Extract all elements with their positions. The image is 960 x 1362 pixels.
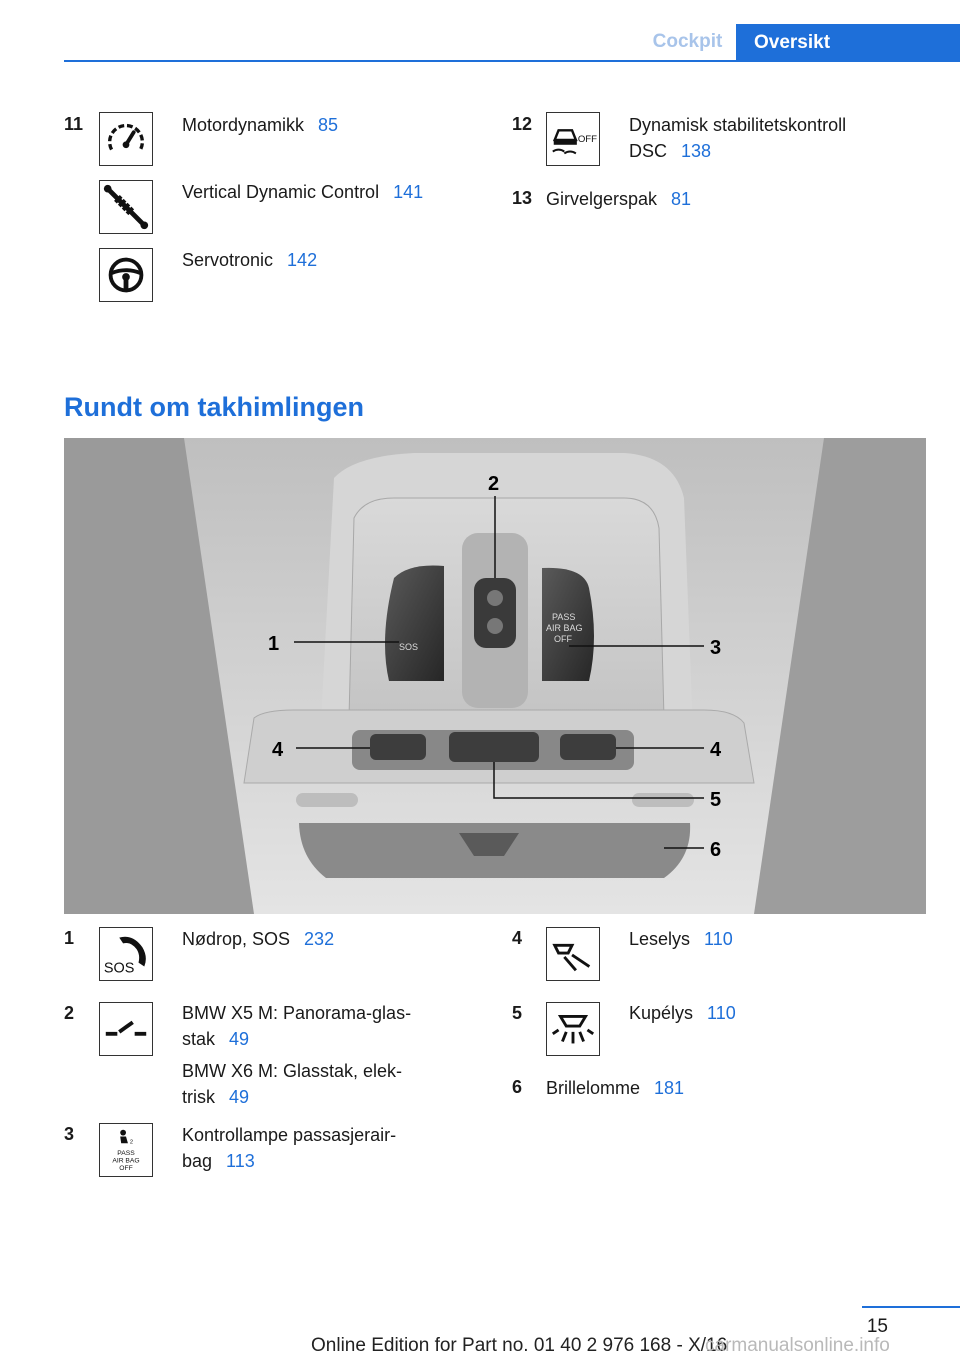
list-item-glasstak xyxy=(182,1000,452,1110)
roof-console-photo xyxy=(64,438,926,914)
photo-airbag-text: AIR BAG xyxy=(546,623,583,633)
item-number-3: 3 xyxy=(64,1124,75,1144)
tab-oversikt[interactable]: Oversikt xyxy=(736,24,960,62)
page-reference-link[interactable]: 85 xyxy=(318,115,339,135)
page-reference-link[interactable]: 49 xyxy=(229,1029,250,1049)
tab-cockpit[interactable]: Cockpit xyxy=(652,31,723,52)
header-rule xyxy=(64,60,960,62)
section-title: Rundt om takhimlingen xyxy=(64,392,364,422)
page-reference-link[interactable]: 138 xyxy=(681,141,712,161)
list-item-brillelomme xyxy=(546,1075,684,1101)
dsc-off-icon xyxy=(546,112,600,166)
speedometer-icon xyxy=(99,112,153,166)
page-reference-link[interactable]: 181 xyxy=(654,1078,685,1098)
callout-1: 1 xyxy=(268,633,280,655)
list-item-dsc xyxy=(629,112,846,164)
item-number-2: 2 xyxy=(64,1003,75,1023)
edition-text: Online Edition for Part no. 01 40 2 976 168 - X/16 xyxy=(311,1335,728,1356)
list-item-kontrollampe xyxy=(182,1122,452,1174)
item-label: Leselys xyxy=(629,929,691,949)
item-label: Servotronic xyxy=(182,250,274,270)
item-number-4: 4 xyxy=(512,928,523,948)
item-label: Girvelgerspak xyxy=(546,189,658,209)
callout-5: 5 xyxy=(710,789,722,811)
interior-light-icon xyxy=(546,1002,600,1056)
item-number-1: 1 xyxy=(64,928,75,948)
roof-console-illustration xyxy=(64,438,926,914)
reading-light-icon xyxy=(546,927,600,981)
item-label-line2: DSC xyxy=(629,141,668,161)
panorama-roof-icon xyxy=(99,1002,153,1056)
item-number-5: 5 xyxy=(512,1003,523,1023)
page-reference-link[interactable]: 81 xyxy=(671,189,692,209)
callout-4-right: 4 xyxy=(710,739,722,761)
page-reference-link[interactable]: 142 xyxy=(287,250,318,270)
page-reference-link[interactable]: 141 xyxy=(393,182,424,202)
photo-sos-text: SOS xyxy=(399,642,419,652)
item-label-x5-line2: stak xyxy=(182,1029,216,1049)
photo-off-text: OFF xyxy=(554,634,572,644)
page-reference-link[interactable]: 232 xyxy=(304,929,335,949)
callout-2: 2 xyxy=(488,473,500,495)
sos-phone-icon xyxy=(99,927,153,981)
callout-3: 3 xyxy=(710,637,722,659)
list-item-vertical-dynamic-control xyxy=(182,179,423,205)
photo-pass-text: PASS xyxy=(552,612,576,622)
callout-4-left: 4 xyxy=(272,739,284,761)
item-number-13: 13 xyxy=(512,188,533,208)
item-number-6: 6 xyxy=(512,1077,523,1097)
svg-text:2: 2 xyxy=(129,1139,134,1146)
item-label-x6-line1: BMW X6 M: Glasstak, elek- xyxy=(182,1061,403,1081)
item-label: Kupélys xyxy=(629,1003,694,1023)
passenger-airbag-off-icon xyxy=(99,1123,153,1177)
footer-rule xyxy=(862,1306,960,1308)
watermark: carmanualsonline.info xyxy=(705,1335,890,1356)
item-number-12: 12 xyxy=(512,114,533,134)
icon-text-off: OFF xyxy=(119,1165,133,1173)
item-number-11: 11 xyxy=(64,114,84,134)
list-item-servotronic xyxy=(182,247,317,273)
page-reference-link[interactable]: 110 xyxy=(707,1003,736,1023)
list-item-kupelys xyxy=(629,1000,736,1026)
sos-text: SOS xyxy=(103,960,135,977)
page-reference-link[interactable]: 110 xyxy=(704,929,733,949)
page-reference-link[interactable]: 49 xyxy=(229,1087,250,1107)
list-item-girvelgerspak xyxy=(546,186,691,212)
steering-wheel-icon xyxy=(99,248,153,302)
item-label-x6-line2: trisk xyxy=(182,1087,215,1107)
item-label: Brillelomme xyxy=(546,1078,641,1098)
dsc-off-text: OFF xyxy=(577,133,598,145)
page-reference-link[interactable]: 113 xyxy=(226,1151,255,1171)
list-item-leselys xyxy=(629,926,733,952)
item-label: Motordynamikk xyxy=(182,115,305,135)
item-label-line1: Kontrollampe passasjerair- xyxy=(182,1125,397,1145)
item-label-x5-line1: BMW X5 M: Panorama-glas- xyxy=(182,1003,412,1023)
list-item-nodrop xyxy=(182,926,334,952)
icon-text-airbag: AIR BAG xyxy=(112,1157,140,1165)
item-label-line2: bag xyxy=(182,1151,213,1171)
icon-text-pass: PASS xyxy=(117,1149,135,1157)
callout-6: 6 xyxy=(710,839,722,861)
item-label-line1: Dynamisk stabilitetskontroll xyxy=(629,115,847,135)
page-number: 15 xyxy=(866,1316,888,1337)
shock-absorber-icon xyxy=(99,180,153,234)
list-item-motordynamikk xyxy=(182,112,338,138)
item-label: Nødrop, SOS xyxy=(182,929,291,949)
item-label: Vertical Dynamic Control xyxy=(182,182,380,202)
